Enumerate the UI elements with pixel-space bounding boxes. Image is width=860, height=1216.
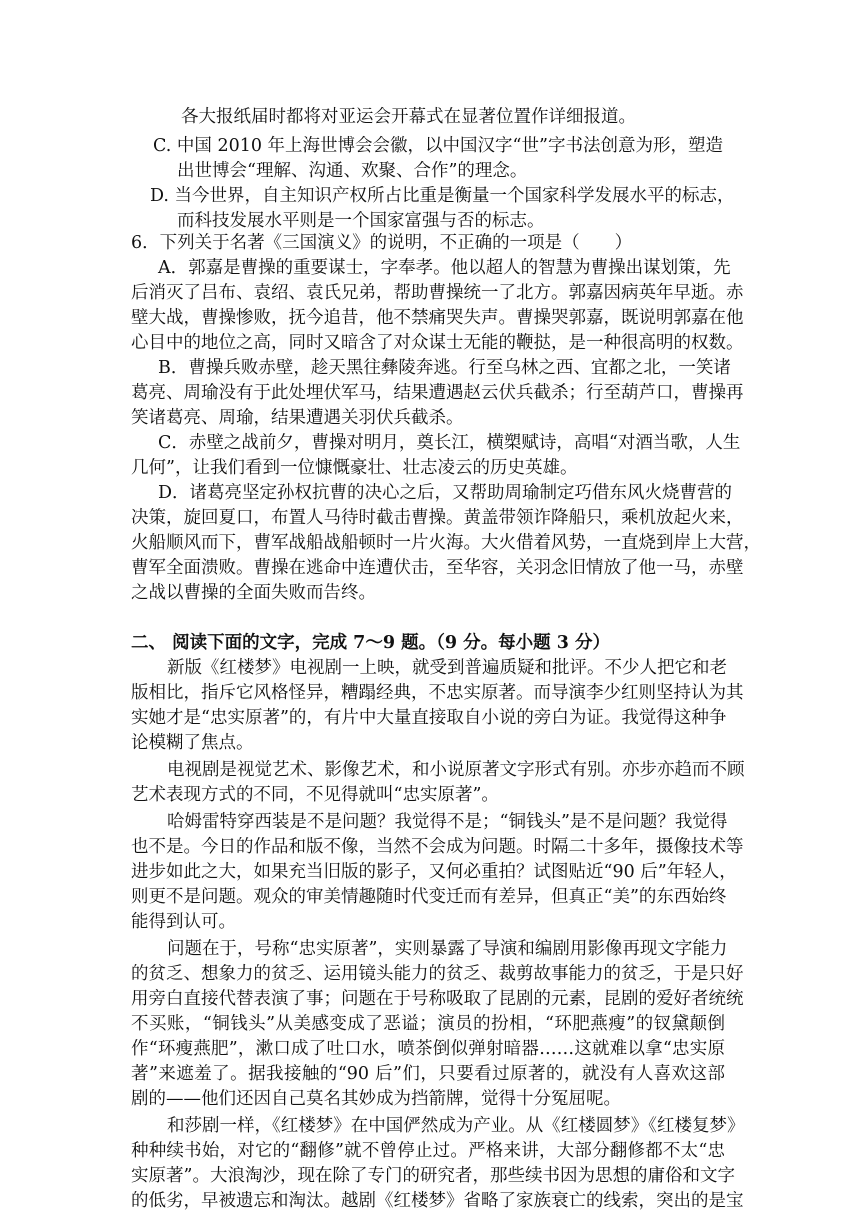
paragraph-3-line: 哈姆雷特穿西装是不是问题？我觉得不是；“铜钱头”是不是问题？我觉得 xyxy=(167,812,728,832)
q6-option-b-line: 笑诸葛亮、周瑜，结果遭遇关羽伏兵截杀。 xyxy=(131,408,464,428)
q6-option-d-line: 火船顺风而下，曹军战船战船顿时一片火海。大火借着风势，一直烧到岸上大营， xyxy=(131,533,761,553)
q6-option-d-line: D．诸葛亮坚定孙权抗曹的决心之后，又帮助周瑜制定巧借东风火烧曹营的 xyxy=(158,483,733,503)
paragraph-5-line: 实原著”。大浪淘沙，现在除了专门的研究者，那些续书因为思想的庸俗和文字 xyxy=(131,1166,735,1186)
q5-option-c-line-1: C. 中国 2010 年上海世博会会徽，以中国汉字“世”字书法创意为形，塑造 xyxy=(153,136,723,156)
paragraph-1-line: 论模糊了焦点。 xyxy=(131,733,254,753)
paragraph-2-line: 电视剧是视觉艺术、影像艺术，和小说原著文字形式有别。亦步亦趋而不顾 xyxy=(167,760,745,780)
paragraph-4-line: 剧的——他们还因自己莫名其妙成为挡箭牌，觉得十分冤屈呢。 xyxy=(131,1089,621,1109)
q6-option-d-line: 之战以曹操的全面失败而告终。 xyxy=(131,583,376,603)
paragraph-3-line: 进步如此之大，如果充当旧版的影子，又何必重拍？试图贴近“90 后”年轻人， xyxy=(131,862,737,882)
q6-option-c-line: 几何”，让我们看到一位慷慨豪壮、壮志凌云的历史英雄。 xyxy=(131,458,578,478)
q5-option-b-continuation: 各大报纸届时都将对亚运会开幕式在显著位置作详细报道。 xyxy=(181,107,636,127)
paragraph-1-line: 实她才是“忠实原著”的，有片中大量直接取自小说的旁白为证。我觉得这种争 xyxy=(131,708,727,728)
paragraph-4-line: 著”来遮羞了。据我接触的“90 后”们，只要看过原著的，就没有人喜欢这部 xyxy=(131,1064,725,1084)
paragraph-5-line: 的低劣，早被遗忘和淘汰。越剧《红楼梦》省略了家族衰亡的线索，突出的是宝 xyxy=(131,1191,744,1211)
paragraph-4-line: 作“环瘦燕肥”，漱口成了吐口水，喷茶倒似弹射暗器……这就难以拿“忠实原 xyxy=(131,1039,725,1059)
q6-option-a-line: 心目中的地位之高，同时又暗含了对众谋士无能的鞭挞，是一种很高明的权数。 xyxy=(131,333,744,353)
q5-option-d-line-2: 而科技发展水平则是一个国家富强与否的标志。 xyxy=(177,211,545,231)
q6-option-b-line: B．曹操兵败赤壁，趁天黑往彝陵奔逃。行至乌林之西、宜都之北，一笑诸 xyxy=(158,358,731,378)
q5-option-d-line-1: D. 当今世界，自主知识产权所占比重是衡量一个国家科学发展水平的标志， xyxy=(150,186,735,206)
q6-option-d-line: 曹军全面溃败。曹操在逃命中连遭伏击，至华容，关羽念旧情放了他一马，赤壁 xyxy=(131,558,744,578)
section-2-heading: 二、 阅读下面的文字，完成 7～9 题。（9 分。每小题 3 分） xyxy=(131,633,611,653)
paragraph-5-line: 种种续书始，对它的“翻修”就不曾停止过。严格来讲，大部分翻修都不太“忠 xyxy=(131,1141,725,1161)
q6-stem: 6．下列关于名著《三国演义》的说明，不正确的一项是（ ） xyxy=(131,233,633,253)
q6-option-a-line: 壁大战，曹操惨败，抚今追昔，他不禁痛哭失声。曹操哭郭嘉，既说明郭嘉在他 xyxy=(131,308,744,328)
q6-option-a-line: A．郭嘉是曹操的重要谋士，字奉孝。他以超人的智慧为曹操出谋划策，先 xyxy=(158,258,731,278)
q6-option-d-line: 决策，旋回夏口，布置人马待时截击曹操。黄盖带领诈降船只，乘机放起火来， xyxy=(131,508,744,528)
paragraph-4-line: 的贫乏、想象力的贫乏、运用镜头能力的贫乏、裁剪故事能力的贫乏，于是只好 xyxy=(131,964,744,984)
q6-option-a-line: 后消灭了吕布、袁绍、袁氏兄弟，帮助曹操统一了北方。郭嘉因病英年早逝。赤 xyxy=(131,283,744,303)
paragraph-3-line: 也不是。今日的作品和版不像，当然不会成为问题。时隔二十多年，摄像技术等 xyxy=(131,837,744,857)
paragraph-5-line: 和莎剧一样，《红楼梦》在中国俨然成为产业。从《红楼圆梦》《红楼复梦》 xyxy=(167,1116,745,1136)
paragraph-1-line: 版相比，指斥它风格怪异，糟蹋经典，不忠实原著。而导演李少红则坚持认为其 xyxy=(131,683,744,703)
paragraph-3-line: 则更不是问题。观众的审美情趣随时代变迁而有差异，但真正“美”的东西始终 xyxy=(131,887,727,907)
q6-option-c-line: C．赤壁之战前夕，曹操对明月，奠长江，横槊赋诗，高唱“对酒当歌，人生 xyxy=(158,433,741,453)
paragraph-4-line: 用旁白直接代替表演了事；问题在于号称吸取了昆剧的元素，昆剧的爱好者统统 xyxy=(131,989,744,1009)
q5-option-c-line-2: 出世博会“理解、沟通、欢聚、合作”的理念。 xyxy=(177,161,528,181)
paragraph-2-line: 艺术表现方式的不同，不见得就叫“忠实原著”。 xyxy=(131,785,499,805)
paragraph-1-line: 新版《红楼梦》电视剧一上映，就受到普遍质疑和批评。不少人把它和老 xyxy=(167,658,727,678)
q6-option-b-line: 葛亮、周瑜没有于此处埋伏军马，结果遭遇赵云伏兵截杀；行至葫芦口，曹操再 xyxy=(131,383,744,403)
paragraph-3-line: 能得到认可。 xyxy=(131,912,236,932)
paragraph-4-line: 问题在于，号称“忠实原著”，实则暴露了导演和编剧用影像再现文字能力 xyxy=(167,939,728,959)
paragraph-4-line: 不买账，“铜钱头”从美感变成了恶谥；演员的扮相，“环肥燕瘦”的钗黛颠倒 xyxy=(131,1014,725,1034)
